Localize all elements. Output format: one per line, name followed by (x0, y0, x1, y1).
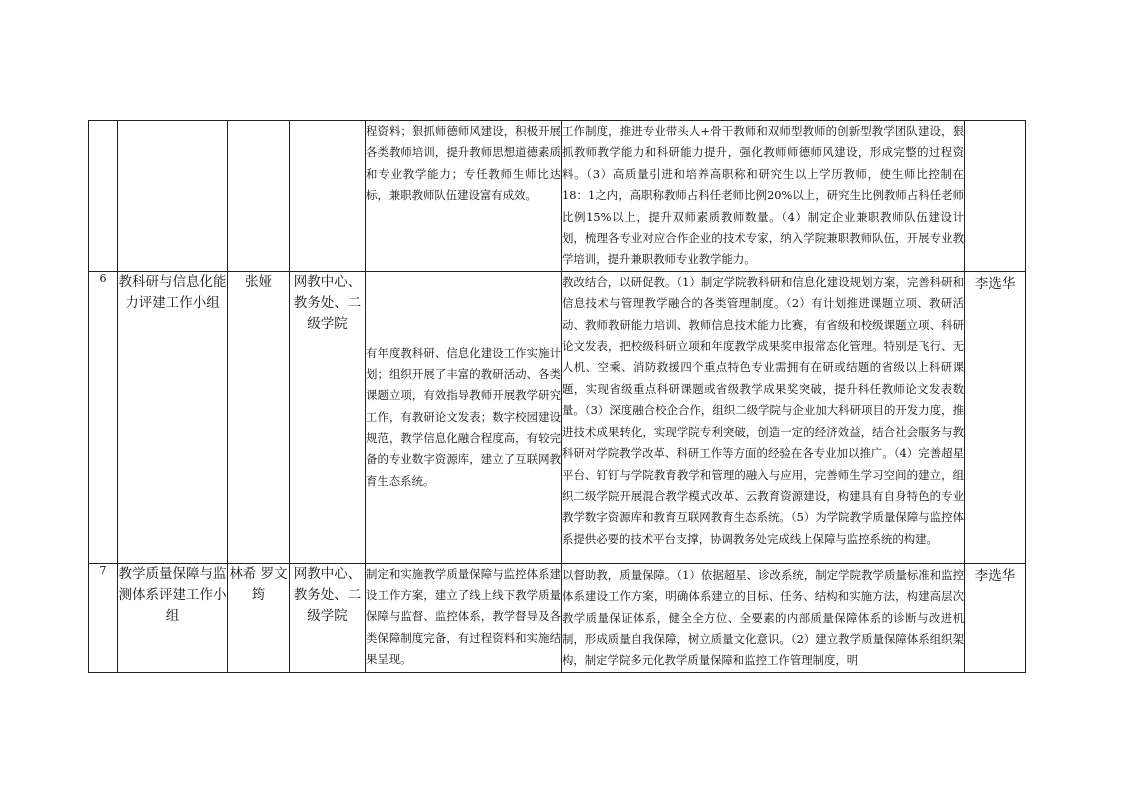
evaluation-standard: 有年度教科研、信息化建设工作实施计划；组织开展了丰富的教研活动、各类课题立项，有效指导教师开展教学研究工作，有教研论文发表；数字校园建设规范，教学信息化融合程度高，有较完备的专业数字资源库，建立了互联网教育生态系统。 (366, 271, 562, 563)
supervising-leader: 李选华 (965, 271, 1026, 563)
evaluation-standard: 制定和实施教学质量保障与监控体系建设工作方案，建立了线上线下教学质量保障与监督、监控体系，教学督导及各类保障制度完备，有过程资料和实施结果呈现。 (366, 563, 562, 672)
row-number: 6 (89, 271, 118, 563)
supervising-leader: 李选华 (965, 563, 1026, 672)
group-leader: 张娅 (228, 271, 290, 563)
group-leader: 林希 罗文筠 (228, 563, 290, 672)
table-row (89, 121, 1026, 272)
supervising-leader (965, 121, 1026, 272)
responsible-departments: 网教中心、教务处、二级学院 (290, 563, 366, 672)
working-group-name: 教科研与信息化能力评建工作小组 (118, 271, 228, 563)
evaluation-task-table (88, 120, 1026, 673)
working-group-name: 教学质量保障与监测体系评建工作小组 (118, 563, 228, 672)
table-row (89, 563, 1026, 672)
working-group-name (118, 121, 228, 272)
row-number (89, 121, 118, 272)
work-measures: 以督助教，质量保障。（1）依据超星、诊改系统，制定学院教学质量标准和监控体系建设工作方案，明确体系建立的目标、任务、结构和实施方法，构建高层次教学质量保证体系，健全全方位、全要素的内部质量保障体系的诊断与改进机制，形成质量自我保障，树立质量文化意识。（2）建立教学质量保障体系组织架构，制定学院多元化教学质量保障和监控工作管理制度，明 (562, 563, 965, 672)
table-row (89, 271, 1026, 563)
row-number: 7 (89, 563, 118, 672)
evaluation-standard: 程资料；狠抓师德师风建设，积极开展各类教师培训，提升教师思想道德素质和专业教学能力；专任教师生师比达标，兼职教师队伍建设富有成效。 (366, 121, 562, 272)
work-measures: 教改结合，以研促教。（1）制定学院教科研和信息化建设规划方案，完善科研和信息技术与管理教学融合的各类管理制度。（2）有计划推进课题立项、教研活动、教师教研能力培训、教师信息技术能力比赛，有省级和校级课题立项、科研论文发表，把校级科研立项和年度教学成果奖申报常态化管理。特别是飞行、无人机、空乘、消防救援四个重点特色专业需拥有在研或结题的省级以上科研课题，实现省级重点科研课题或省级教学成果奖突破，提升科任教师论文发表数量。（3）深度融合校企合作，组织二级学院与企业加大科研项目的开发力度，推进技术成果转化，实现学院专利突破，创造一定的经济效益，结合社会服务与教科研对学院教学改革、科研工作等方面的经验在各专业加以推广。（4）完善超星平台、钉钉与学院教育教学和管理的融入与应用，完善师生学习空间的建立，组织二级学院开展混合教学模式改革、云教育资源建设，构建具有自身特色的专业教学数字资源库和教育互联网教育生态系统。（5）为学院教学质量保障与监控体系提供必要的技术平台支撑，协调教务处完成线上保障与监控系统的构建。 (562, 271, 965, 563)
group-leader (228, 121, 290, 272)
responsible-departments: 网教中心、教务处、二级学院 (290, 271, 366, 563)
work-measures: 工作制度，推进专业带头人+骨干教师和双师型教师的创新型教学团队建设，狠抓教师教学能力和科研能力提升，强化教师师德师风建设，形成完整的过程资料。（3）高质量引进和培养高职称和研究生以上学历教师，使生师比控制在18：1之内，高职称教师占科任老师比例20%以上，研究生比例教师占科任老师比例15%以上，提升双师素质教师数量。（4）制定企业兼职教师队伍建设计划，梳理各专业对应合作企业的技术专家，纳入学院兼职教师队伍，开展专业教学培训，提升兼职教师专业教学能力。 (562, 121, 965, 272)
responsible-departments (290, 121, 366, 272)
